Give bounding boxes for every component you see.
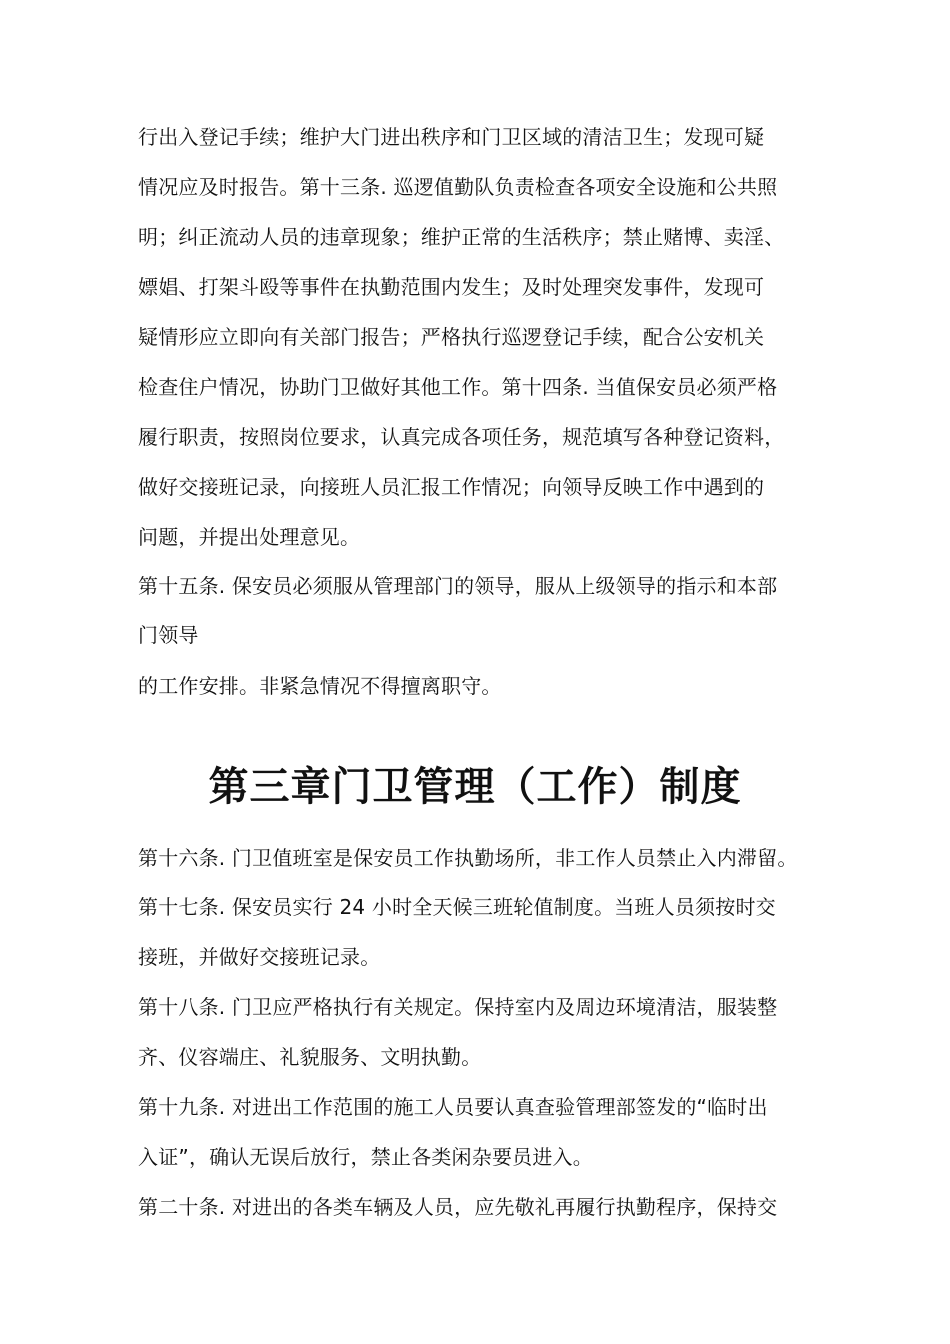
body-text-line: 第十九条. 对进出工作范围的施工人员要认真查验管理部签发的“临时出 (138, 1095, 768, 1119)
body-text-line: 第二十条. 对进出的各类车辆及人员，应先敬礼再履行执勤程序，保持交 (138, 1195, 778, 1219)
body-text-line: 门领导 (138, 623, 199, 647)
body-text-line: 第十五条. 保安员必须服从管理部门的领导，服从上级领导的指示和本部 (138, 574, 778, 598)
body-text-line: 入证”，确认无误后放行，禁止各类闲杂要员进入。 (138, 1145, 593, 1169)
body-text-line: 问题，并提出处理意见。 (138, 525, 361, 549)
body-text-line: 明；纠正流动人员的违章现象；维护正常的生活秩序；禁止赌博、卖淫、 (138, 225, 785, 249)
body-text-line: 情况应及时报告。第十三条. 巡逻值勤队负责检查各项安全设施和公共照 (138, 175, 778, 199)
body-text-line: 疑情形应立即向有关部门报告；严格执行巡逻登记手续，配合公安机关 (138, 325, 765, 349)
body-text-line: 第十六条. 门卫值班室是保安员工作执勤场所，非工作人员禁止入内滞留。 (138, 846, 798, 870)
body-text-line: 第十七条. 保安员实行 24 小时全天候三班轮值制度。当班人员须按时交 (138, 895, 776, 919)
body-text-line: 嫖娼、打架斗殴等事件在执勤范围内发生；及时处理突发事件，发现可 (138, 275, 765, 299)
body-text-line: 行出入登记手续；维护大门进出秩序和门卫区域的清洁卫生；发现可疑 (138, 125, 765, 149)
body-text-line: 齐、仪容端庄、礼貌服务、文明执勤。 (138, 1045, 482, 1069)
body-text-line: 接班，并做好交接班记录。 (138, 945, 381, 969)
body-text-line: 的工作安排。非紧急情况不得擅离职守。 (138, 674, 502, 698)
body-text-line: 履行职责，按照岗位要求，认真完成各项任务，规范填写各种登记资料， (138, 425, 785, 449)
body-text-line: 检查住户情况，协助门卫做好其他工作。第十四条. 当值保安员必须严格 (138, 375, 778, 399)
body-text-line: 做好交接班记录，向接班人员汇报工作情况；向领导反映工作中遇到的 (138, 475, 765, 499)
chapter-heading: 第三章门卫管理（工作）制度 (208, 764, 742, 810)
body-text-line: 第十八条. 门卫应严格执行有关规定。保持室内及周边环境清洁，服装整 (138, 995, 778, 1019)
